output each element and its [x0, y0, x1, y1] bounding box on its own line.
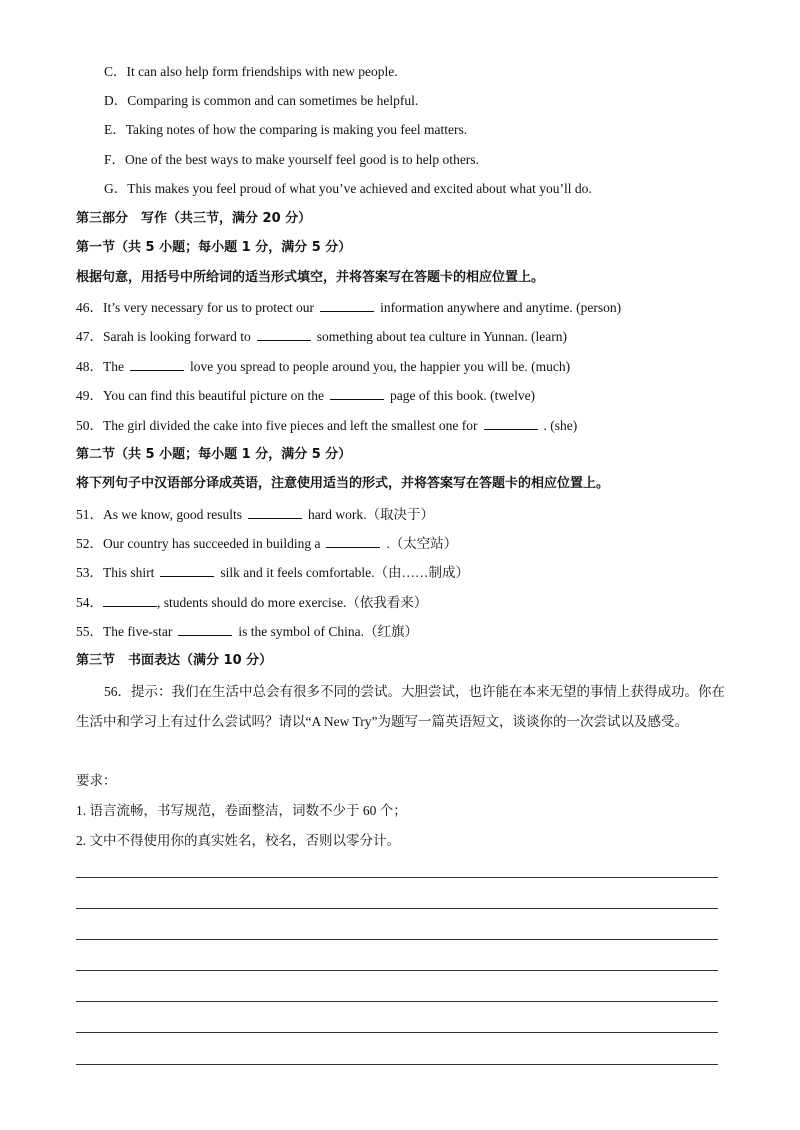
question-52	[76, 534, 800, 553]
question-text: love you spread to people around you, the happier you will be. (much)	[190, 359, 571, 374]
answer-blank[interactable]	[103, 593, 157, 607]
answer-blank[interactable]	[484, 416, 538, 430]
question-text: is the symbol of China.（红旗）	[238, 624, 418, 639]
question-text: The five-star	[103, 624, 173, 639]
answer-blank[interactable]	[257, 327, 311, 341]
question-text: As we know, good results	[103, 507, 242, 522]
writing-line[interactable]	[76, 1032, 718, 1033]
section1-instructions: 根据句意，用括号中所给词的适当形式填空，并将答案写在答题卡的相应位置上。	[76, 270, 545, 285]
question-number: 50．	[76, 418, 103, 433]
requirement-1: 1. 语言流畅，书写规范，卷面整洁，词数不少于 60 个；	[76, 803, 407, 818]
question-54	[76, 593, 800, 612]
question-46	[76, 298, 800, 317]
question-text: . (she)	[543, 418, 578, 433]
answer-blank[interactable]	[326, 534, 380, 548]
question-number: 55．	[76, 624, 103, 639]
part3-title: 第三部分 写作（共三节，满分 20 分）	[76, 211, 312, 226]
option-letter: F．	[104, 152, 126, 167]
question-text: hard work.（取决于）	[308, 507, 434, 522]
writing-line[interactable]	[76, 939, 718, 940]
question-number: 46．	[76, 300, 103, 315]
option-text: One of the best ways to make yourself feel good is to help others.	[125, 152, 479, 167]
question-50	[76, 416, 800, 435]
writing-line[interactable]	[76, 908, 718, 909]
writing-line[interactable]	[76, 1001, 718, 1002]
option-letter: G．	[104, 181, 128, 196]
question-text: The girl divided the cake into five pieces and left the smallest one for	[103, 418, 478, 433]
option-f	[104, 151, 800, 169]
section2-instructions: 将下列句子中汉语部分译成英语，注意使用适当的形式，并将答案写在答题卡的相应位置上。	[76, 476, 610, 491]
question-text: information anywhere and anytime. (person)	[380, 300, 622, 315]
option-letter: D．	[104, 93, 128, 108]
option-text: Taking notes of how the comparing is making you feel matters.	[125, 122, 468, 137]
option-text: This makes you feel proud of what you’ve achieved and excited about what you’ll do.	[127, 181, 592, 196]
option-c	[104, 63, 800, 81]
section1-title: 第一节（共 5 小题；每小题 1 分，满分 5 分）	[76, 240, 352, 255]
answer-blank[interactable]	[178, 622, 232, 636]
question-49	[76, 386, 800, 405]
question-number: 49．	[76, 388, 103, 403]
option-letter: C．	[104, 64, 127, 79]
requirement-2: 2. 文中不得使用你的真实姓名，校名，否则以零分计。	[76, 833, 400, 848]
option-d	[104, 92, 800, 110]
answer-blank[interactable]	[160, 563, 214, 577]
writing-line[interactable]	[76, 970, 718, 971]
option-e	[104, 121, 800, 139]
section2-title: 第二节（共 5 小题；每小题 1 分，满分 5 分）	[76, 447, 352, 462]
question-text: page of this book. (twelve)	[389, 388, 536, 403]
writing-line[interactable]	[76, 1064, 718, 1065]
question-number: 48．	[76, 359, 103, 374]
question-55	[76, 622, 800, 641]
question-number: 52．	[76, 536, 103, 551]
requirements-title: 要求：	[76, 773, 117, 788]
question-text: You can find this beautiful picture on the	[103, 388, 324, 403]
option-text: Comparing is common and can sometimes be helpful.	[127, 93, 419, 108]
section3-title: 第三节 书面表达（满分 10 分）	[76, 653, 273, 668]
question-text: Sarah is looking forward to	[103, 329, 251, 344]
question-number: 47．	[76, 329, 103, 344]
question-text: Our country has succeeded in building a	[103, 536, 321, 551]
answer-blank[interactable]	[248, 505, 302, 519]
question-text: something about tea culture in Yunnan. (learn)	[316, 329, 568, 344]
answer-blank[interactable]	[130, 357, 184, 371]
option-g	[104, 180, 800, 198]
question-48	[76, 357, 800, 376]
question-text: The	[103, 359, 124, 374]
question-text: It’s very necessary for us to protect our	[103, 300, 315, 315]
answer-blank[interactable]	[330, 386, 384, 400]
question-51	[76, 505, 800, 524]
writing-prompt: 56．提示：我们在生活中总会有很多不同的尝试。大胆尝试，也许能在本来无望的事情上获得成功。你在生活中和学习上有过什么尝试吗？请以“A New Try”为题写一篇英语短文，谈谈你的一次尝试以及感受。	[76, 684, 725, 729]
question-47	[76, 327, 800, 346]
question-number: 54．	[76, 595, 103, 610]
question-53	[76, 563, 800, 582]
question-text: silk and it feels comfortable.（由……制成）	[220, 565, 469, 580]
writing-line[interactable]	[76, 877, 718, 878]
question-text: , students should do more exercise.（依我看来）	[157, 595, 428, 610]
question-number: 53．	[76, 565, 103, 580]
answer-blank[interactable]	[320, 298, 374, 312]
option-letter: E．	[104, 122, 126, 137]
question-text: This shirt	[103, 565, 155, 580]
option-text: It can also help form friendships with new people.	[126, 64, 398, 79]
question-number: 51．	[76, 507, 103, 522]
question-text: .（太空站）	[386, 536, 458, 551]
